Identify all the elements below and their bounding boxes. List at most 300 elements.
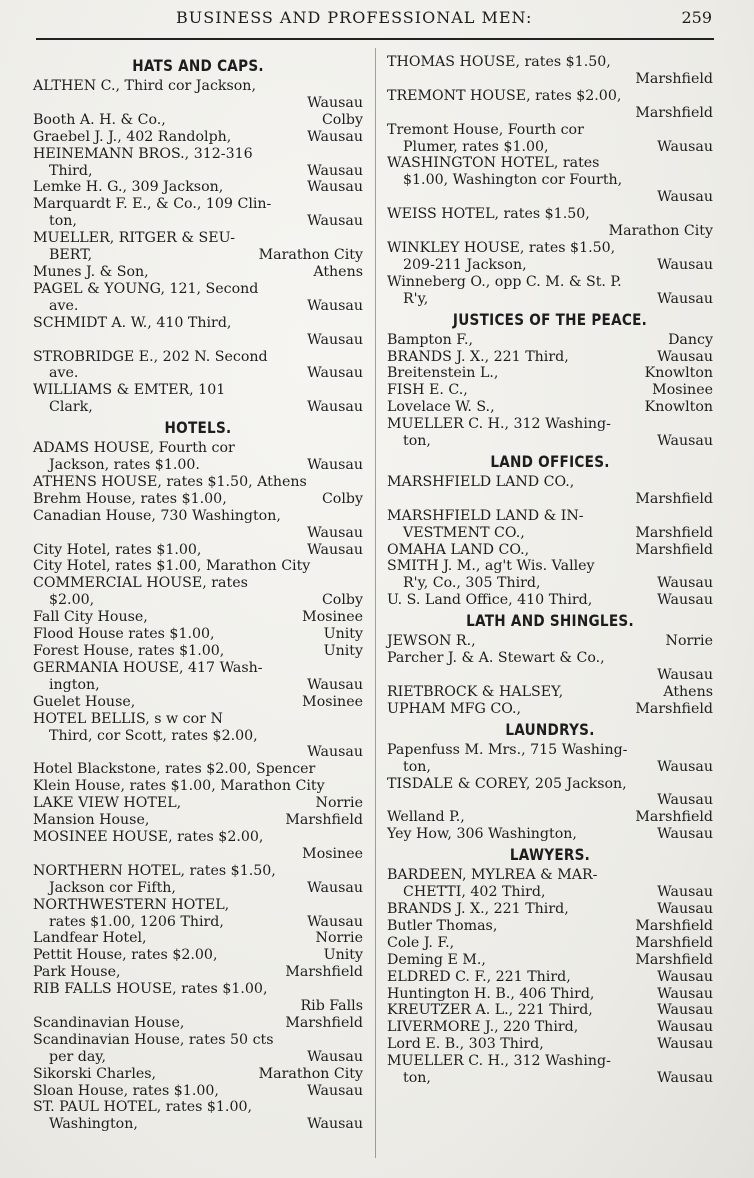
entry-town: Norrie [665,633,713,650]
entry-town: Marathon City [258,247,363,264]
entry-text: ave. [49,365,79,382]
entry-text: Parcher J. & A. Stewart & Co., [387,650,605,667]
entry-town: Wausau [657,348,713,365]
entry-text: TISDALE & COREY, 205 Jackson, [387,775,627,792]
entry-text: Butler Thomas, [387,917,498,934]
entry-text: SMITH J. M., ag't Wis. Valley [387,558,595,575]
entry-line [387,684,713,701]
entry-text: TREMONT HOUSE, rates $2.00, [387,87,622,104]
section-heading: HOTELS. [164,418,232,438]
entry-town: Norrie [315,795,363,812]
directory-entry [387,508,713,542]
directory-entry [33,230,363,264]
entry-text: Bampton F., [387,331,473,348]
column-divider [375,48,376,1158]
entry-line [33,264,363,281]
entry-town: Norrie [315,930,363,947]
entry-town: Marshfield [635,700,713,717]
section-heading: LATH AND SHINGLES. [466,611,634,631]
directory-entry [33,1099,363,1133]
directory-entry [33,981,363,1015]
entry-town: Wausau [307,744,363,761]
entry-line [33,129,363,146]
entry-text: Sikorski Charles, [33,1065,157,1082]
entry-line [387,867,713,884]
directory-entry [387,382,713,399]
entry-town: Colby [321,592,363,609]
header-rule [36,38,714,40]
entry-line [387,474,713,491]
entry-text: Breitenstein L., [387,365,499,382]
entry-town: Wausau [657,1070,713,1087]
entry-text: Klein House, rates $1.00, Marathon City [33,778,325,795]
entry-town: Marshfield [285,1014,363,1031]
entry-line [33,711,363,728]
entry-line [33,1032,363,1049]
entry-line [387,575,713,592]
entry-line [33,525,363,542]
entry-line [33,609,363,626]
entry-town: Unity [323,643,363,659]
entry-line [33,281,363,298]
entry-line [387,105,713,122]
entry-text: ST. PAUL HOTEL, rates $1.00, [33,1099,253,1116]
entry-line [387,416,713,433]
entry-town: Wausau [307,1082,363,1099]
entry-line [387,969,713,986]
entry-line [33,761,363,778]
directory-entry [387,684,713,701]
entry-text: U. S. Land Office, 410 Third, [387,592,593,609]
entry-line [387,206,713,223]
entry-text: Clark, [49,399,93,416]
entry-town: Wausau [307,524,363,541]
entry-text: Lord E. B., 303 Third, [387,1036,544,1053]
directory-entry [33,264,363,281]
entry-town: Knowlton [644,399,713,416]
entry-line [33,508,363,525]
entry-line [387,382,713,399]
entry-line [387,1002,713,1019]
entry-text: LAKE VIEW HOTEL, [33,795,182,812]
directory-entry [387,240,713,274]
directory-entry [387,1019,713,1036]
entry-town: Marshfield [635,541,713,558]
entry-line [33,897,363,914]
entry-text: Mansion House, [33,812,150,829]
entry-text: CHETTI, 402 Third, [403,884,546,901]
entry-line [33,163,363,180]
directory-entry [387,206,713,240]
section-heading: LAUNDRYS. [505,719,595,739]
entry-line [33,863,363,880]
entry-line [387,1036,713,1053]
entry-line [387,1053,713,1070]
entry-town: Wausau [657,792,713,809]
entry-line [33,981,363,998]
entry-town: Wausau [657,575,713,592]
directory-entry [387,952,713,969]
directory-entry [387,122,713,156]
entry-text: JEWSON R., [387,633,476,650]
directory-entry [387,365,713,382]
entry-text: Huntington H. B., 406 Third, [387,985,595,1002]
entry-town: Dancy [668,331,713,348]
section-heading: LAND OFFICES. [490,451,610,471]
directory-entry [33,626,363,643]
directory-entry [33,930,363,947]
entry-text: Canadian House, 730 Washington, [33,507,281,524]
entry-text: UPHAM MFG CO., [387,700,522,717]
entry-town: Athens [313,263,363,280]
right-column [387,54,713,1087]
entry-line [33,382,363,399]
entry-line [387,542,713,559]
entry-town: Wausau [657,1036,713,1053]
entry-text: City Hotel, rates $1.00, [33,541,202,558]
entry-town: Wausau [657,758,713,775]
directory-entry [33,440,363,474]
directory-entry [33,863,363,897]
header-title: BUSINESS AND PROFESSIONAL MEN: [176,8,533,27]
entry-text: WINKLEY HOUSE, rates $1.50, [387,239,616,256]
entry-text: VESTMENT CO., [403,524,525,541]
entry-text: STROBRIDGE E., 202 N. Second [33,348,268,365]
entry-line [387,776,713,793]
entry-line [33,1015,363,1032]
directory-entry [33,146,363,180]
directory-entry [387,633,713,650]
directory-entry [387,332,713,349]
entry-line [387,71,713,88]
directory-entry [33,947,363,964]
directory-entry [33,179,363,196]
directory-entry [33,575,363,609]
entry-text: Jackson, rates $1.00. [49,457,200,474]
entry-line [33,196,363,213]
entry-town: Marshfield [635,524,713,541]
entry-text: OMAHA LAND CO., [387,541,530,558]
entry-text: Fall City House, [33,609,148,626]
entry-text: FISH E. C., [387,382,468,399]
entry-line [33,998,363,1015]
directory-entry [387,274,713,308]
entry-town: Colby [321,490,363,507]
entry-town: Marshfield [635,490,713,507]
section-heading: JUSTICES OF THE PEACE. [452,309,648,329]
entry-text: City Hotel, rates $1.00, Marathon City [33,558,311,575]
entry-text: Tremont House, Fourth cor [387,121,584,138]
entry-text: Papenfuss M. Mrs., 715 Washing- [387,741,628,758]
entry-text: Pettit House, rates $2.00, [33,947,218,964]
directory-entry [387,155,713,206]
entry-line [33,179,363,196]
entry-text: WASHINGTON HOTEL, rates [387,155,600,172]
entry-town: Athens [663,683,713,700]
entry-town: Marshfield [635,934,713,951]
directory-entry [387,650,713,684]
directory-entry [33,315,363,349]
entry-line [33,491,363,508]
directory-entry [387,776,713,810]
entry-line [387,986,713,1003]
entry-line [387,139,713,156]
entry-text: Lemke H. G., 309 Jackson, [33,179,224,196]
entry-text: Third, cor Scott, rates $2.00, [49,727,258,744]
directory-entry [387,935,713,952]
entry-line [33,1099,363,1116]
entry-line [33,440,363,457]
entry-line [387,901,713,918]
entry-text: Third, [49,162,93,179]
directory-entry [33,129,363,146]
entry-line [387,952,713,969]
entry-text: R'y, Co., 305 Third, [403,575,541,592]
entry-line [33,1116,363,1133]
entry-town: Wausau [307,162,363,179]
directory-entry [33,795,363,812]
entry-line [33,643,363,660]
entry-text: MUELLER, RITGER & SEU- [33,230,236,247]
entry-text: ELDRED C. F., 221 Third, [387,968,571,985]
entry-town: Marshfield [285,964,363,981]
entry-line [33,542,363,559]
directory-entry [387,809,713,826]
entry-line [33,795,363,812]
entry-text: Washington, [49,1116,138,1133]
entry-line [387,122,713,139]
entry-line [33,558,363,575]
page-number: 259 [681,8,712,27]
directory-entry [33,778,363,795]
entry-town: Rib Falls [300,998,363,1015]
entry-town: Wausau [307,297,363,314]
directory-entry [387,592,713,609]
entry-town: Marshfield [285,812,363,829]
entry-text: COMMERCIAL HOUSE, rates [33,575,248,592]
entry-town: Wausau [657,667,713,683]
directory-entry [33,1066,363,1083]
entry-line [387,508,713,525]
entry-town: Marathon City [258,1065,363,1082]
directory-entry [33,349,363,383]
entry-text: MARSHFIELD LAND & IN- [387,507,584,524]
section-heading: LAWYERS. [509,845,591,865]
entry-line [33,298,363,315]
entry-line [33,247,363,264]
entry-line [33,930,363,947]
entry-town: Colby [321,111,363,128]
entry-line [33,626,363,643]
section-heading: HATS AND CAPS. [132,56,264,75]
entry-line [33,365,363,382]
entry-text: Munes J. & Son, [33,263,149,280]
directory-entry [387,918,713,935]
directory-entry [33,558,363,575]
directory-entry [33,829,363,863]
directory-entry [387,399,713,416]
entry-text: ington, [49,676,100,693]
entry-line [33,880,363,897]
directory-entry [387,867,713,901]
entry-text: ave. [49,297,79,314]
entry-text: Scandinavian House, rates 50 cts [33,1031,274,1048]
entry-text: Welland P., [387,809,465,826]
entry-town: Marshfield [635,809,713,826]
entry-text: RIETBROCK & HALSEY, [387,683,564,700]
entry-text: Landfear Hotel, [33,930,147,947]
entry-town: Marathon City [608,223,713,240]
directory-entry [33,491,363,508]
directory-entry [33,609,363,626]
entry-town: Knowlton [644,365,713,382]
entry-text: Plumer, rates $1.00, [403,138,549,155]
directory-entry [33,660,363,694]
entry-text: Cole J. F., [387,934,455,951]
entry-text: R'y, [403,290,429,307]
directory-entry [387,474,713,508]
entry-line [387,54,713,71]
entry-town: Wausau [307,399,363,416]
entry-text: Sloan House, rates $1.00, [33,1082,219,1099]
entry-line [33,315,363,332]
entry-line [387,650,713,667]
entry-line [33,112,363,129]
directory-entry [33,761,363,778]
directory-entry [33,694,363,711]
entry-line [33,812,363,829]
entry-text: Graebel J. J., 402 Randolph, [33,128,232,145]
entry-text: Jackson cor Fifth, [49,879,176,896]
entry-line [387,592,713,609]
entry-text: ton, [403,1070,431,1087]
directory-entry [387,742,713,776]
entry-line [387,918,713,935]
entry-text: Yey How, 306 Washington, [387,826,577,843]
entry-text: GERMANIA HOUSE, 417 Wash- [33,659,263,676]
entry-town: Wausau [657,1019,713,1036]
directory-entry [387,558,713,592]
entry-line [387,223,713,240]
entry-town: Wausau [657,1002,713,1019]
entry-line [387,884,713,901]
entry-line [387,809,713,826]
entry-town: Wausau [307,128,363,145]
entry-text: PAGEL & YOUNG, 121, Second [33,280,259,297]
entry-line [33,1049,363,1066]
entry-line [33,947,363,964]
directory-entry [33,78,363,112]
entry-town: Mosinee [652,382,713,399]
entry-line [387,349,713,366]
entry-town: Unity [323,626,363,643]
entry-text: Hotel Blackstone, rates $2.00, Spencer [33,761,316,778]
entry-line [387,1019,713,1036]
entry-text: NORTHERN HOTEL, rates $1.50, [33,862,276,879]
entry-text: MARSHFIELD LAND CO., [387,473,575,490]
entry-line [387,365,713,382]
entry-line [33,575,363,592]
directory-entry [387,901,713,918]
entry-line [33,457,363,474]
entry-town: Wausau [657,826,713,843]
entry-town: Mosinee [302,693,363,710]
entry-text: ALTHEN C., Third cor Jackson, [33,78,256,94]
entry-town: Wausau [307,1116,363,1133]
entry-town: Wausau [657,884,713,901]
entry-line [33,914,363,931]
entry-line [33,213,363,230]
entry-text: Lovelace W. S., [387,399,495,416]
entry-text: Deming E M., [387,951,486,968]
entry-line [387,667,713,684]
entry-line [387,274,713,291]
entry-text: rates $1.00, 1206 Third, [49,913,224,930]
entry-text: Guelet House, [33,693,136,710]
entry-text: KREUTZER A. L., 221 Third, [387,1002,593,1019]
entry-town: Wausau [657,138,713,155]
entry-line [33,778,363,795]
entry-text: WEISS HOTEL, rates $1.50, [387,206,590,223]
entry-text: MUELLER C. H., 312 Washing- [387,1053,611,1070]
entry-line [33,694,363,711]
entry-line [33,660,363,677]
entry-line [33,964,363,981]
directory-entry [387,986,713,1003]
directory-entry [387,1002,713,1019]
directory-entry [387,416,713,450]
directory-entry [33,1032,363,1066]
entry-line [33,829,363,846]
entry-line [387,759,713,776]
entry-town: Wausau [657,189,713,206]
entry-line [33,146,363,163]
entry-town: Wausau [307,331,363,348]
directory-entry [33,897,363,931]
directory-entry [33,474,363,491]
entry-town: Wausau [307,457,363,474]
entry-town: Wausau [657,592,713,609]
entry-line [33,728,363,745]
entry-text: ADAMS HOUSE, Fourth cor [33,440,235,457]
left-column [33,54,363,1133]
directory-entry [33,281,363,315]
directory-entry [387,701,713,718]
entry-text: BERT, [49,247,93,264]
entry-town: Wausau [307,879,363,896]
entry-line [387,399,713,416]
entry-text: HOTEL BELLIS, s w cor N [33,710,223,727]
entry-town: Wausau [657,968,713,985]
entry-line [387,558,713,575]
entry-town: Mosinee [302,609,363,626]
entry-town: Wausau [307,94,363,111]
entry-town: Wausau [307,365,363,382]
entry-text: Booth A. H. & Co., [33,111,166,128]
directory-entry [33,382,363,416]
directory-entry [33,1015,363,1032]
entry-text: RIB FALLS HOUSE, rates $1.00, [33,981,268,998]
entry-line [33,399,363,416]
entry-town: Mosinee [302,845,363,862]
entry-text: BRANDS J. X., 221 Third, [387,348,569,365]
entry-town: Marshfield [635,104,713,121]
entry-text: MOSINEE HOUSE, rates $2.00, [33,828,264,845]
entry-line [33,230,363,247]
directory-entry [33,643,363,660]
entry-line [387,257,713,274]
entry-line [387,935,713,952]
